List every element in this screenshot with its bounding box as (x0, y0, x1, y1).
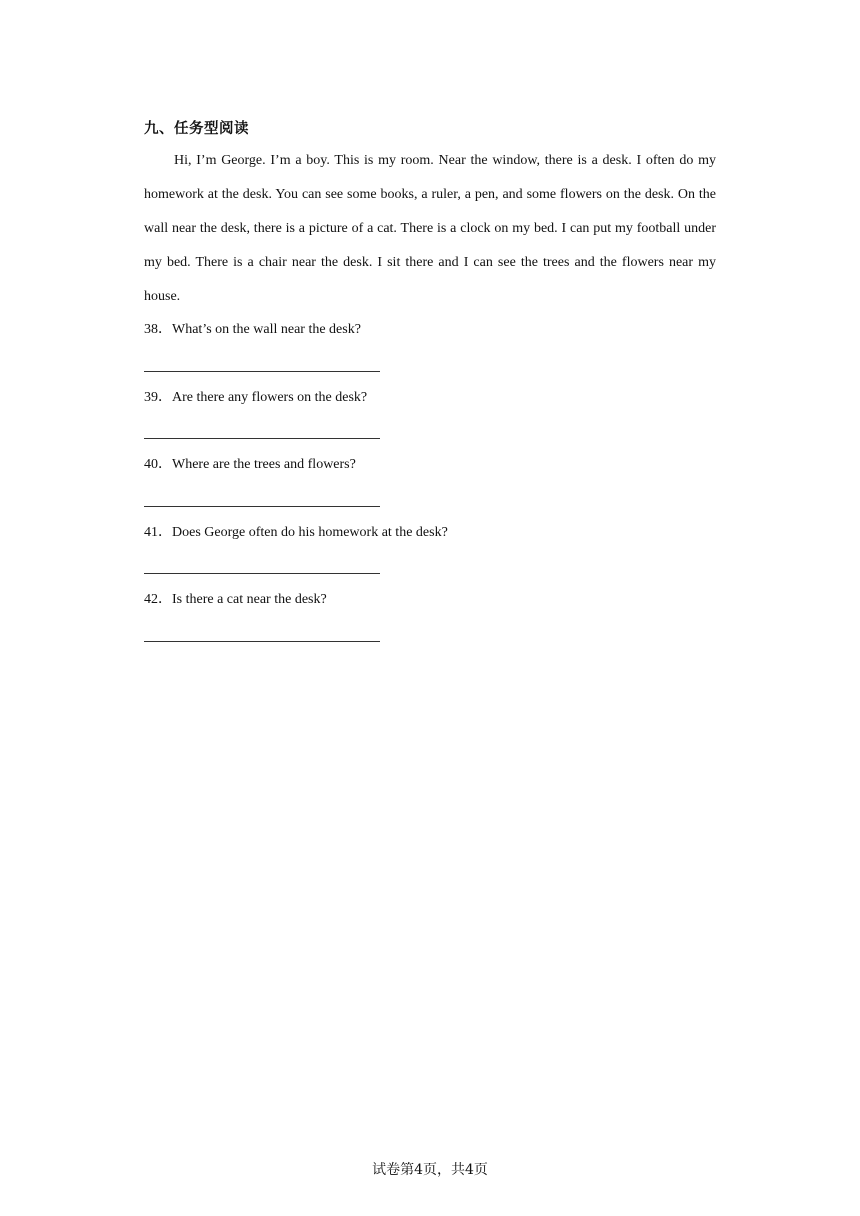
reading-passage: Hi, I’m George. I’m a boy. This is my room. Near the window, there is a desk. I often do my homework at the desk. You can see some books, a ruler, a pen, and some flowers on the desk. On the wall near the desk, there is a picture of a cat. There is a clock on my bed. I can put my football under my bed. There is a chair near the desk. I sit there and I can see the trees and the flowers near my house. (144, 153, 716, 304)
answer-line[interactable] (144, 641, 380, 642)
question-item (144, 448, 716, 516)
question-item (144, 516, 716, 584)
answer-line[interactable] (144, 371, 380, 372)
question-item (144, 381, 716, 449)
section-heading: 九、任务型阅读 (144, 121, 249, 137)
question-item (144, 313, 716, 381)
question-text: 42．Is there a cat near the desk? (144, 592, 327, 608)
question-text: 39．Are there any flowers on the desk? (144, 389, 368, 405)
question-text: 41．Does George often do his homework at the desk? (144, 524, 448, 540)
question-text: 38．What’s on the wall near the desk? (144, 322, 361, 337)
question-text: 40．Where are the trees and flowers? (144, 457, 356, 473)
answer-line[interactable] (144, 573, 380, 574)
page-footer: 试卷第4页，共4页 (372, 1162, 488, 1178)
answer-line[interactable] (144, 506, 380, 507)
question-list (144, 313, 716, 651)
answer-line[interactable] (144, 438, 380, 439)
question-item (144, 583, 716, 651)
